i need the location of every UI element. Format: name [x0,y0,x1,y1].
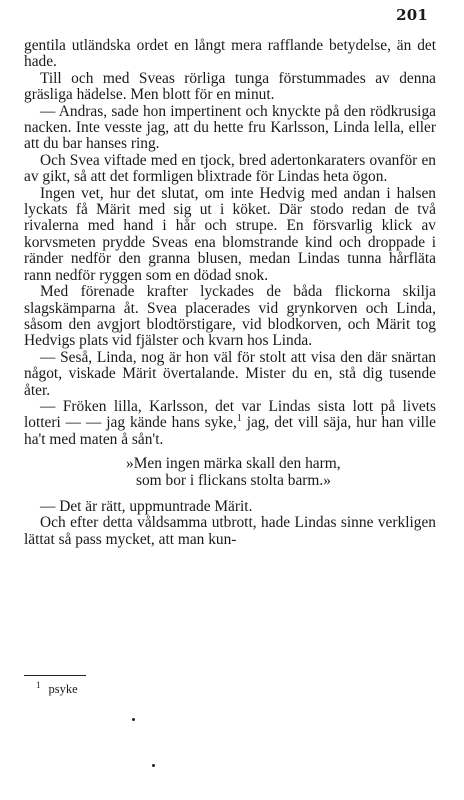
footnote [36,679,78,697]
paragraph-7: — Seså, Linda, nog är hon väl för stolt att visa den där snärtan något, viskade Märit övertalande. Mister du en, stå dig tusende åter. [24,348,436,399]
footnote-reference: 1 [236,413,242,425]
paragraph-5: Ingen vet, hur det slutat, om inte Hedvig med andan i halsen lyckats få Märit med sig ut i köket. Där stodo redan de två rivalerna med hand i hår och strupe. En försvarlig klick av korvsmeten prydde Sveas ena blomstrande kind och droppade i ränder nedför den granna blusen, medan Lindas tunna hårfläta rann nedför ryggen som en dödad snok. [24,184,436,284]
paragraph-8 [24,399,436,448]
verse-line-2: som bor i flickans stolta barm.» [136,471,331,489]
verse-quote [24,456,436,489]
footnote-marker: 1 [36,679,41,690]
paragraph-10: Och efter detta våldsamma utbrott, hade Lindas sinne verkligen lättat så pass mycket, att man kun- [24,514,436,548]
footnote-divider [24,675,86,676]
print-speck [152,764,155,767]
paragraph-1: gentila utländska ordet en långt mera rafflande betydelse, än det hade. [24,37,436,71]
footnote-text: psyke [48,682,78,696]
paragraph-8-text-a: — Fröken lilla, Karlsson, det var Lindas sista lott på livets lotteri — — jag kände hans syke, [24,397,436,432]
paragraph-9: — Det är rätt, uppmuntrade Märit. [40,497,253,515]
print-speck [132,718,135,721]
page-number: 201 [396,6,428,24]
body-text [24,38,436,548]
paragraph-8-text-b: jag, det vill säja, hur han ville ha't med maten å sån't. [24,414,436,448]
paragraph-2: Till och med Sveas rörliga tunga förstummades av denna gräsliga hädelse. Men blott för en minut. [24,69,436,104]
paragraph-3: — Andras, sade hon impertinent och knyckte på den rödkrusiga nacken. Inte vesste jag, att du hette fru Karlsson, Linda lella, eller att du bar hanses ring. [24,102,436,153]
verse-line-1: »Men ingen märka skall den harm, [126,455,341,473]
paragraph-4: Och Svea viftade med en tjock, bred adertonkaraters ovanför en av gikt, så att det formligen blixtrade för Lindas heta ögon. [24,151,436,186]
paragraph-6: Med förenade krafter lyckades de båda flickorna skilja slagskämparna åt. Svea placerades vid grynkorven och Linda, såsom den avgjort blodtörstigare, vid blodkorven, och Märit tog Hedvigs plats vid fjälster och kvarn hos Linda. [24,283,436,350]
